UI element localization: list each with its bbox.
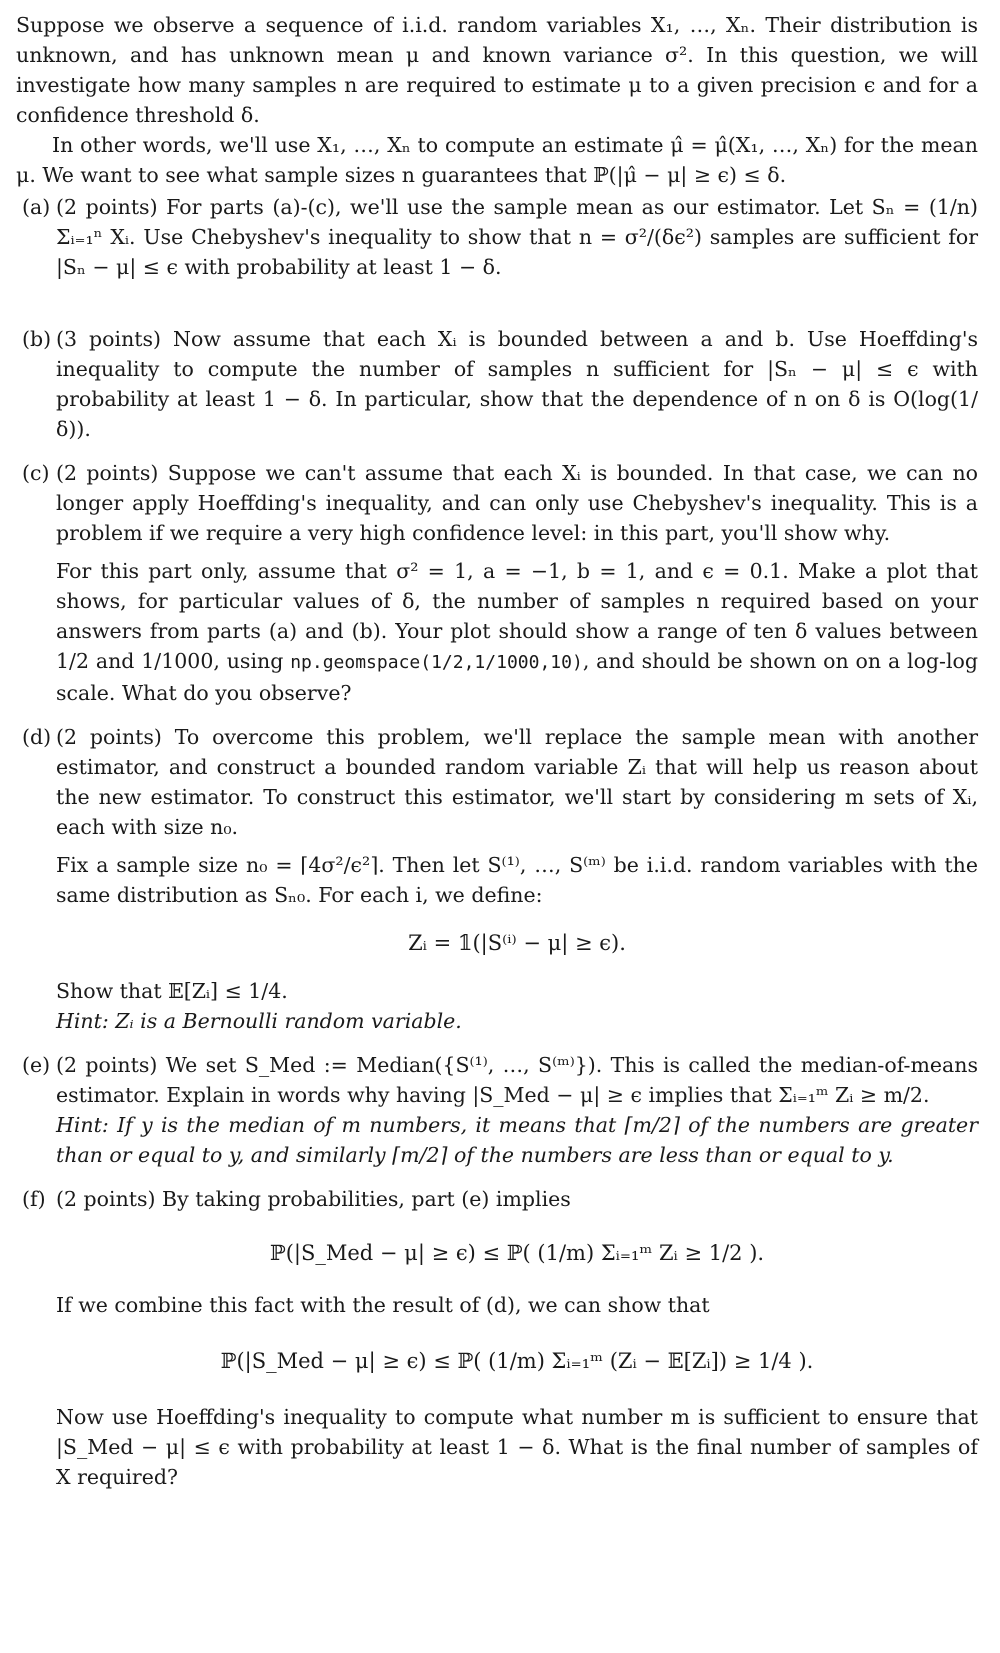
part-c-code: np.geomspace(1/2,1/1000,10): [290, 652, 583, 673]
part-f-equation-2: ℙ(|S_Med − μ| ≥ ϵ) ≤ ℙ( (1/m) Σᵢ₌₁ᵐ (Zᵢ − 𝔼[Zᵢ]) ≥ 1/4 ).: [220, 1349, 814, 1373]
part-f-text-3: Now use Hoeffding's inequality to compute what number m is sufficient to ensure that |S_Med − μ| ≤ ϵ with probability at least 1 − δ. What is the final number of samples of X required?: [56, 1405, 978, 1489]
part-e-label: (e): [22, 1053, 51, 1077]
part-e: [16, 1050, 978, 1170]
part-c-text-1: (2 points) Suppose we can't assume that each Xᵢ is bounded. In that case, we can no longer apply Hoeffding's inequality, and can only use Chebyshev's inequality. This is a problem if we require a very high confidence level: in this part, you'll show why.: [56, 461, 978, 545]
part-c-text-2-pre: For this part only, assume that σ² = 1, a = −1, b = 1, and ϵ = 0.1. Make a plot that shows, for particular values of δ, the number of samples n required based on your answers from parts (a) and (b). Your plot should show a range of ten δ values between 1/2 and 1/1000, using: [56, 559, 978, 673]
part-b: [16, 324, 978, 444]
part-f-text-2: If we combine this fact with the result of (d), we can show that: [56, 1293, 710, 1317]
part-b-text: (3 points) Now assume that each Xᵢ is bounded between a and b. Use Hoeffding's inequality to compute the number of samples n sufficient for |Sₙ − μ| ≤ ϵ with probability at least 1 − δ. In particular, show that the dependence of n on δ is O(log(1/δ)).: [56, 327, 978, 441]
part-f-equation-1: ℙ(|S_Med − μ| ≥ ϵ) ≤ ℙ( (1/m) Σᵢ₌₁ᵐ Zᵢ ≥ 1/2 ).: [269, 1241, 765, 1265]
part-a-text: (2 points) For parts (a)-(c), we'll use the sample mean as our estimator. Let Sₙ = (1/n) Σᵢ₌₁ⁿ Xᵢ. Use Chebyshev's inequality to show that n = σ²/(δϵ²) samples are sufficient for |Sₙ − μ| ≤ ϵ with probability at least 1 − δ.: [56, 195, 978, 279]
part-c-text-2: [56, 556, 978, 708]
part-e-hint: Hint: If y is the median of m numbers, it means that ⌈m/2⌉ of the numbers are greater than or equal to y, and similarly ⌈m/2⌉ of the numbers are less than or equal to y.: [56, 1113, 978, 1167]
part-c: [16, 458, 978, 708]
part-a-label: (a): [22, 195, 51, 219]
part-d-text-3: Show that 𝔼[Zᵢ] ≤ 1/4.: [56, 979, 288, 1003]
part-e-text: (2 points) We set S_Med := Median({S⁽¹⁾, …, S⁽ᵐ⁾}). This is called the median-of-means estimator. Explain in words why having |S_Med − μ| ≥ ϵ implies that Σᵢ₌₁ᵐ Zᵢ ≥ m/2.: [56, 1053, 978, 1107]
part-d: [16, 722, 978, 1036]
part-f-label: (f): [22, 1187, 46, 1211]
part-f-text-1: (2 points) By taking probabilities, part (e) implies: [56, 1187, 571, 1211]
intro-paragraph-1: Suppose we observe a sequence of i.i.d. random variables X₁, …, Xₙ. Their distribution is unknown, and has unknown mean μ and known variance σ². In this question, we will investigate how many samples n are required to estimate μ to a given precision ϵ and for a confidence threshold δ.: [16, 13, 978, 127]
intro-paragraph-2: In other words, we'll use X₁, …, Xₙ to compute an estimate μ̂ = μ̂(X₁, …, Xₙ) for the mean μ. We want to see what sample sizes n guarantees that ℙ(|μ̂ − μ| ≥ ϵ) ≤ δ.: [16, 133, 978, 187]
part-d-hint: Hint: Zᵢ is a Bernoulli random variable.: [56, 1009, 462, 1033]
part-f: [16, 1184, 978, 1492]
part-b-label: (b): [22, 327, 52, 351]
part-d-equation: Zᵢ = 𝟙(|S⁽ⁱ⁾ − μ| ≥ ϵ).: [408, 931, 626, 955]
part-c-label: (c): [22, 461, 50, 485]
part-d-label: (d): [22, 725, 52, 749]
part-d-text-2: Fix a sample size n₀ = ⌈4σ²/ϵ²⌉. Then let S⁽¹⁾, …, S⁽ᵐ⁾ be i.i.d. random variables with the same distribution as Sₙ₀. For each i, we define:: [56, 853, 978, 907]
part-d-text-1: (2 points) To overcome this problem, we'll replace the sample mean with another estimator, and construct a bounded random variable Zᵢ that will help us reason about the new estimator. To construct this estimator, we'll start by considering m sets of Xᵢ, each with size n₀.: [56, 725, 978, 839]
part-c-text-2-post: , and should be shown on on a log-log scale. What do you observe?: [56, 649, 978, 705]
part-a: [16, 192, 978, 282]
